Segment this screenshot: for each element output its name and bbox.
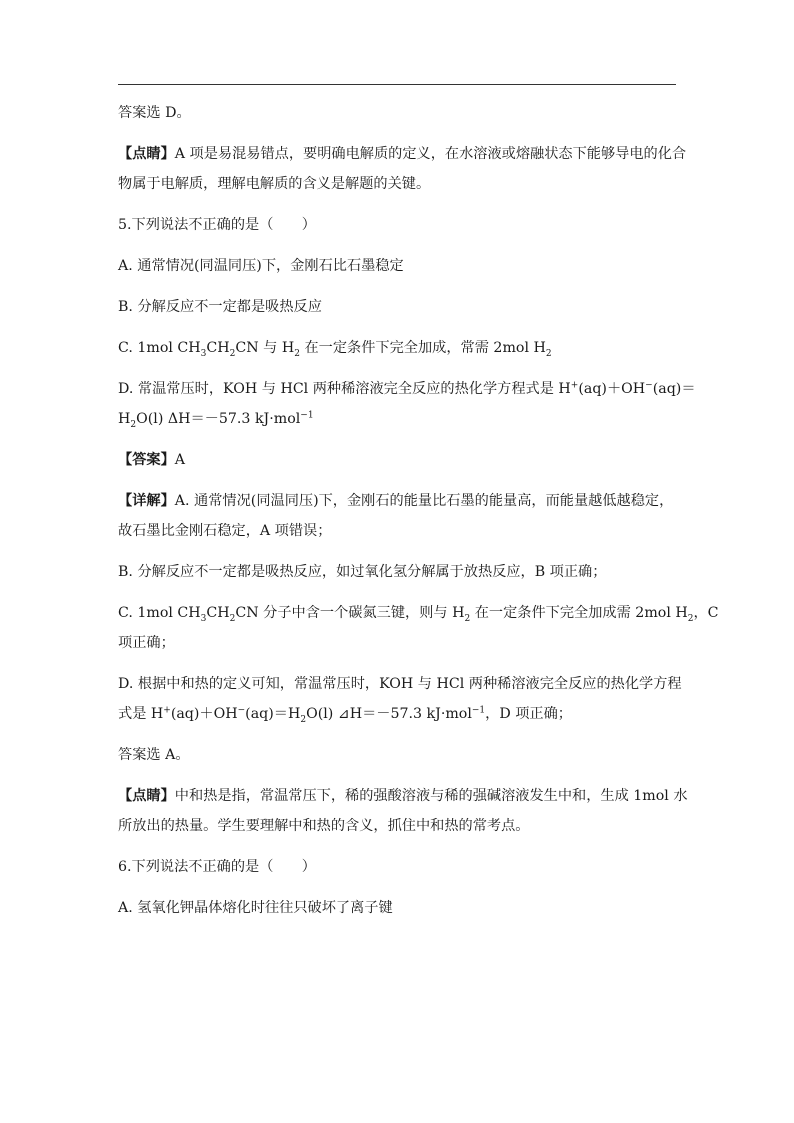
note-paragraph-2: 【点睛】中和热是指，常温常压下，稀的强酸溶液与稀的强碱溶液发生中和，生成 1mol 水 (118, 788, 688, 804)
question-6-option-a: A. 氢氧化钾晶体熔化时往往只破坏了离子键 (118, 900, 393, 916)
note-label: 【点睛】 (118, 146, 175, 162)
option-d-cont: $H_2O(l)$ ΔH＝－57.3 kJ·mol$^{-1}$ (118, 410, 314, 430)
document-body: 答案选 D。 【点睛】A 项是易混易错点，要明确电解质的定义，在水溶液或熔融状态下能够导电的化合 物属于电解质，理解电解质的含义是解题的关键。 5.下列说法不正确的是（ ） A. 通常情况(同温同压)下，金刚石比石墨稳定 B. 分解反应不一定都是吸热反应 C. 1mol $CH_3CH_2CN$ 与 $H_2$ 在一定条件下完全加成，常需 2mol $H_2$ D. 常温常压时，KOH 与 HCl 两种稀溶液完全反应的热化学方程式是 H+(aq)＋OH−(aq)＝ $H_2O(l)$ ΔH＝－57.3 kJ·mol$^{-1}$ 【答案】A 【详解】A. 通常情况(同温同压)下，金刚石的能量比石墨的能量高，而能量越低越稳定， 故石墨比金刚石稳定，A 项错误； B. 分解反应不一定都是吸热反应，如过氧化氢分解属于放热反应，B 项正确； C. 1mol $CH_3CH_2CN$ 分子中含一个碳氮三键，则与 $H_2$ 在一定条件下完全加成需 2mol $H_2$，C 项正确； D. 根据中和热的定义可知，常温常压时，KOH 与 HCl 两种稀溶液完全反应的热化学方程 式是 $H^+(aq)+OH^-(aq)=H_2O(l)$ ⊿H＝－57.3 kJ·mol$^{-1}$，D 项正确； 答案选 A。 【点睛】中和热是指，常温常压下，稀的强酸溶液与稀的强碱溶液发生中和，生成 1mol 水 所放出的热量。学生要理解中和热的含义，抓住中和热的常考点。 6.下列说法不正确的是（ ） A. 氢氧化钾晶体熔化时往往只破坏了离子键 (118, 98, 678, 923)
explanation-b: B. 分解反应不一定都是吸热反应，如过氧化氢分解属于放热反应，B 项正确； (118, 564, 607, 580)
option-c: C. 1mol $CH_3CH_2CN$ 与 $H_2$ 在一定条件下完全加成，常需 2mol $H_2$ (118, 340, 552, 359)
answer-line: 答案选 D。 (118, 105, 191, 121)
answer-line-2: 答案选 A。 (118, 747, 190, 763)
question-6-title: 6.下列说法不正确的是（ ） (118, 859, 316, 875)
answer-block: 【答案】A (118, 452, 186, 468)
option-a: A. 通常情况(同温同压)下，金刚石比石墨稳定 (118, 258, 404, 274)
question-5-title: 5.下列说法不正确的是（ ） (118, 217, 316, 233)
explanation-a: 【详解】A. 通常情况(同温同压)下，金刚石的能量比石墨的能量高，而能量越低越稳定， (118, 493, 674, 509)
explanation-c: C. 1mol $CH_3CH_2CN$ 分子中含一个碳氮三键，则与 $H_2$ 在一定条件下完全加成需 2mol $H_2$，C (118, 605, 719, 624)
header-rule (118, 84, 676, 85)
option-b: B. 分解反应不一定都是吸热反应 (118, 299, 322, 315)
note-paragraph: 【点睛】A 项是易混易错点，要明确电解质的定义，在水溶液或熔融状态下能够导电的化合 (118, 146, 687, 162)
explanation-d-cont: 式是 $H^+(aq)+OH^-(aq)=H_2O(l)$ ⊿H＝－57.3 kJ·mol$^{-1}$，D 项正确； (118, 705, 572, 725)
option-d: D. 常温常压时，KOH 与 HCl 两种稀溶液完全反应的热化学方程式是 H+(aq)＋OH−(aq)＝ (118, 380, 696, 397)
explanation-d: D. 根据中和热的定义可知，常温常压时，KOH 与 HCl 两种稀溶液完全反应的热化学方程 (118, 676, 682, 692)
